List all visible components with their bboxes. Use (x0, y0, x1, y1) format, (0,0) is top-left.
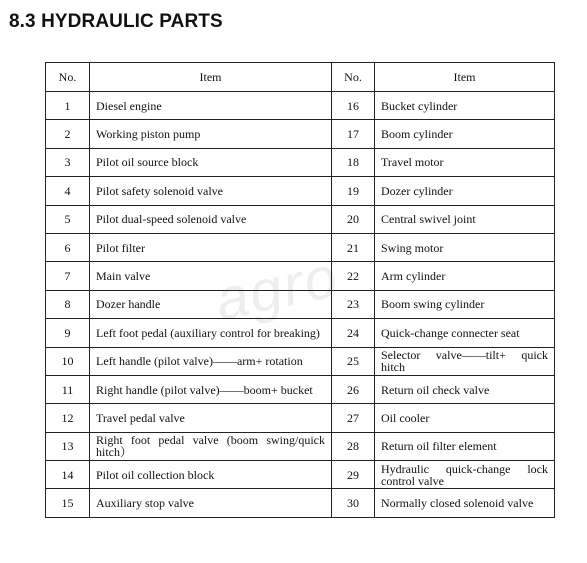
table-row (46, 489, 555, 517)
right-item-cell: Normally closed solenoid valve (375, 489, 555, 517)
left-no-cell: 4 (46, 177, 90, 205)
left-no-cell: 5 (46, 205, 90, 233)
left-no-cell: 12 (46, 404, 90, 432)
right-no-cell: 27 (332, 404, 375, 432)
left-item-cell: Travel pedal valve (90, 404, 332, 432)
right-item-cell: Central swivel joint (375, 205, 555, 233)
page-title: 8.3 HYDRAULIC PARTS (9, 11, 223, 32)
left-no-cell: 7 (46, 262, 90, 290)
header-no-right: No. (332, 63, 375, 92)
left-no-cell: 13 (46, 432, 90, 460)
header-no-left: No. (46, 63, 90, 92)
right-no-cell: 25 (332, 347, 375, 375)
right-item-cell: Arm cylinder (375, 262, 555, 290)
right-no-cell: 17 (332, 120, 375, 148)
table-row (46, 262, 555, 290)
left-item-cell: Pilot oil collection block (90, 461, 332, 489)
watermark: agro (209, 243, 345, 334)
right-no-cell: 19 (332, 177, 375, 205)
left-no-cell: 2 (46, 120, 90, 148)
table-row (46, 347, 555, 375)
right-item-cell: Swing motor (375, 233, 555, 261)
right-no-cell: 29 (332, 461, 375, 489)
table-row (46, 148, 555, 176)
right-no-cell: 21 (332, 233, 375, 261)
table-row (46, 120, 555, 148)
left-item-cell: Diesel engine (90, 92, 332, 120)
right-no-cell: 23 (332, 290, 375, 318)
header-row (46, 63, 555, 92)
header-item-right: Item (375, 63, 555, 92)
table-row (46, 233, 555, 261)
table-row (46, 177, 555, 205)
left-no-cell: 3 (46, 148, 90, 176)
left-no-cell: 8 (46, 290, 90, 318)
left-item-cell: Dozer handle (90, 290, 332, 318)
left-no-cell: 10 (46, 347, 90, 375)
right-item-cell: Return oil check valve (375, 375, 555, 403)
left-item-cell: Pilot dual-speed solenoid valve (90, 205, 332, 233)
table-row (46, 319, 555, 347)
left-no-cell: 11 (46, 375, 90, 403)
right-no-cell: 18 (332, 148, 375, 176)
right-item-cell: Selector valve——tilt+ quick hitch (375, 347, 555, 375)
hydraulic-parts-table (45, 62, 555, 518)
right-no-cell: 20 (332, 205, 375, 233)
left-no-cell: 14 (46, 461, 90, 489)
header-item-left: Item (90, 63, 332, 92)
right-no-cell: 28 (332, 432, 375, 460)
table-row (46, 92, 555, 120)
left-item-cell: Main valve (90, 262, 332, 290)
table-row (46, 375, 555, 403)
right-item-cell: Boom cylinder (375, 120, 555, 148)
left-item-cell: Pilot oil source block (90, 148, 332, 176)
left-no-cell: 9 (46, 319, 90, 347)
right-no-cell: 22 (332, 262, 375, 290)
table-row (46, 404, 555, 432)
right-no-cell: 16 (332, 92, 375, 120)
right-item-cell: Hydraulic quick-change lock control valve (375, 461, 555, 489)
left-no-cell: 1 (46, 92, 90, 120)
right-item-cell: Return oil filter element (375, 432, 555, 460)
left-no-cell: 6 (46, 233, 90, 261)
left-item-cell: Right foot pedal valve (boom swing/quick hitch） (90, 432, 332, 460)
right-no-cell: 30 (332, 489, 375, 517)
table-row (46, 205, 555, 233)
table-header (46, 63, 555, 92)
left-item-cell: Right handle (pilot valve)——boom+ bucket (90, 375, 332, 403)
left-no-cell: 15 (46, 489, 90, 517)
left-item-cell: Left handle (pilot valve)——arm+ rotation (90, 347, 332, 375)
left-item-cell: Auxiliary stop valve (90, 489, 332, 517)
table-body (46, 92, 555, 518)
left-item-cell: Pilot safety solenoid valve (90, 177, 332, 205)
right-item-cell: Travel motor (375, 148, 555, 176)
right-no-cell: 26 (332, 375, 375, 403)
left-item-cell: Left foot pedal (auxiliary control for breaking) (90, 319, 332, 347)
right-item-cell: Oil cooler (375, 404, 555, 432)
right-no-cell: 24 (332, 319, 375, 347)
left-item-cell: Working piston pump (90, 120, 332, 148)
left-item-cell: Pilot filter (90, 233, 332, 261)
table-row (46, 290, 555, 318)
table-row (46, 461, 555, 489)
table-row (46, 432, 555, 460)
right-item-cell: Boom swing cylinder (375, 290, 555, 318)
right-item-cell: Bucket cylinder (375, 92, 555, 120)
right-item-cell: Dozer cylinder (375, 177, 555, 205)
right-item-cell: Quick-change connecter seat (375, 319, 555, 347)
